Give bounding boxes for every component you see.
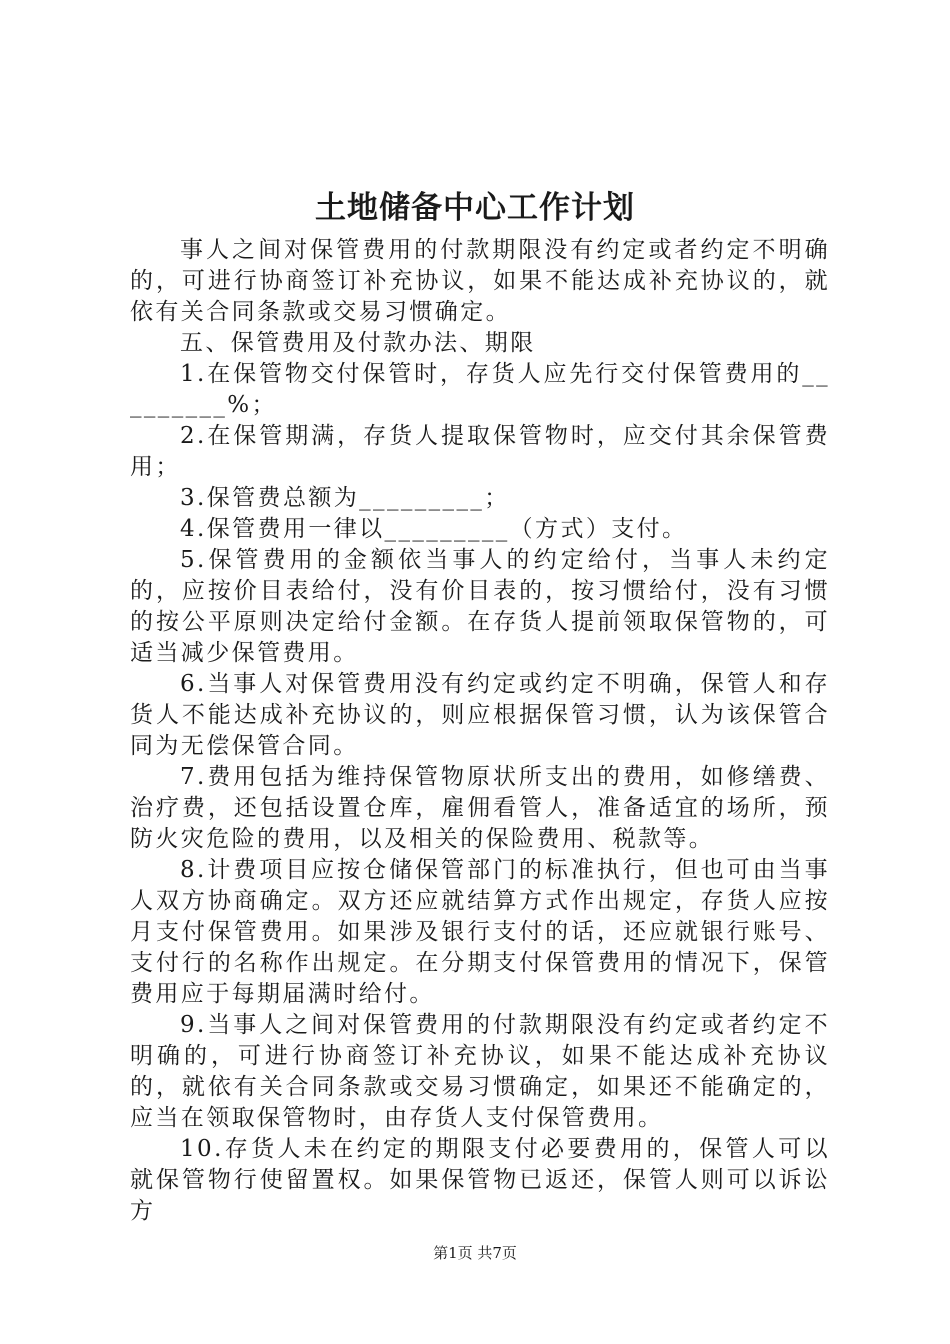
paragraph: 3.保管费总额为_________； (180, 485, 510, 511)
paragraph: 事人之间对保管费用的付款期限没有约定或者约定不明确的，可进行协商签订补充协议，如果不能达成补充协议的，就依有关合同条款或交易习惯确定。 (130, 237, 830, 325)
section-heading: 五、保管费用及付款办法、期限 (180, 330, 536, 356)
paragraph: 7.费用包括为维持保管物原状所支出的费用，如修缮费、治疗费，还包括设置仓库，雇佣看管人，准备适宜的场所，预防火灾危险的费用，以及相关的保险费用、税款等。 (130, 764, 830, 852)
page-number-footer: 第1页 共7页 (433, 1244, 517, 1262)
paragraph: 6.当事人对保管费用没有约定或约定不明确，保管人和存货人不能达成补充协议的，则应根据保管习惯，认为该保管合同为无偿保管合同。 (130, 671, 830, 759)
document-body (130, 235, 830, 1227)
paragraph: 2.在保管期满，存货人提取保管物时，应交付其余保管费用； (130, 423, 830, 480)
paragraph: 9.当事人之间对保管费用的付款期限没有约定或者约定不明确的，可进行协商签订补充协议，如果不能达成补充协议的，就依有关合同条款或交易习惯确定，如果还不能确定的，应当在领取保管物时，由存货人支付保管费用。 (130, 1012, 830, 1131)
paragraph: 10.存货人未在约定的期限支付必要费用的，保管人可以就保管物行使留置权。如果保管物已返还，保管人则可以诉讼方 (130, 1136, 830, 1224)
paragraph: 8.计费项目应按仓储保管部门的标准执行，但也可由当事人双方协商确定。双方还应就结算方式作出规定，存货人应按月支付保管费用。如果涉及银行支付的话，还应就银行账号、支付行的名称作出规定。在分期支付保管费用的情况下，保管费用应于每期届满时给付。 (130, 857, 830, 1007)
paragraph: 4.保管费用一律以_________（方式）支付。 (180, 516, 688, 542)
paragraph: 1.在保管物交付保管时，存货人应先行交付保管费用的_________%； (130, 361, 830, 418)
document-title: 土地储备中心工作计划 (315, 190, 635, 226)
paragraph: 5.保管费用的金额依当事人的约定给付，当事人未约定的，应按价目表给付，没有价目表的，按习惯给付，没有习惯的按公平原则决定给付金额。在存货人提前领取保管物的，可适当减少保管费用。 (130, 547, 830, 666)
